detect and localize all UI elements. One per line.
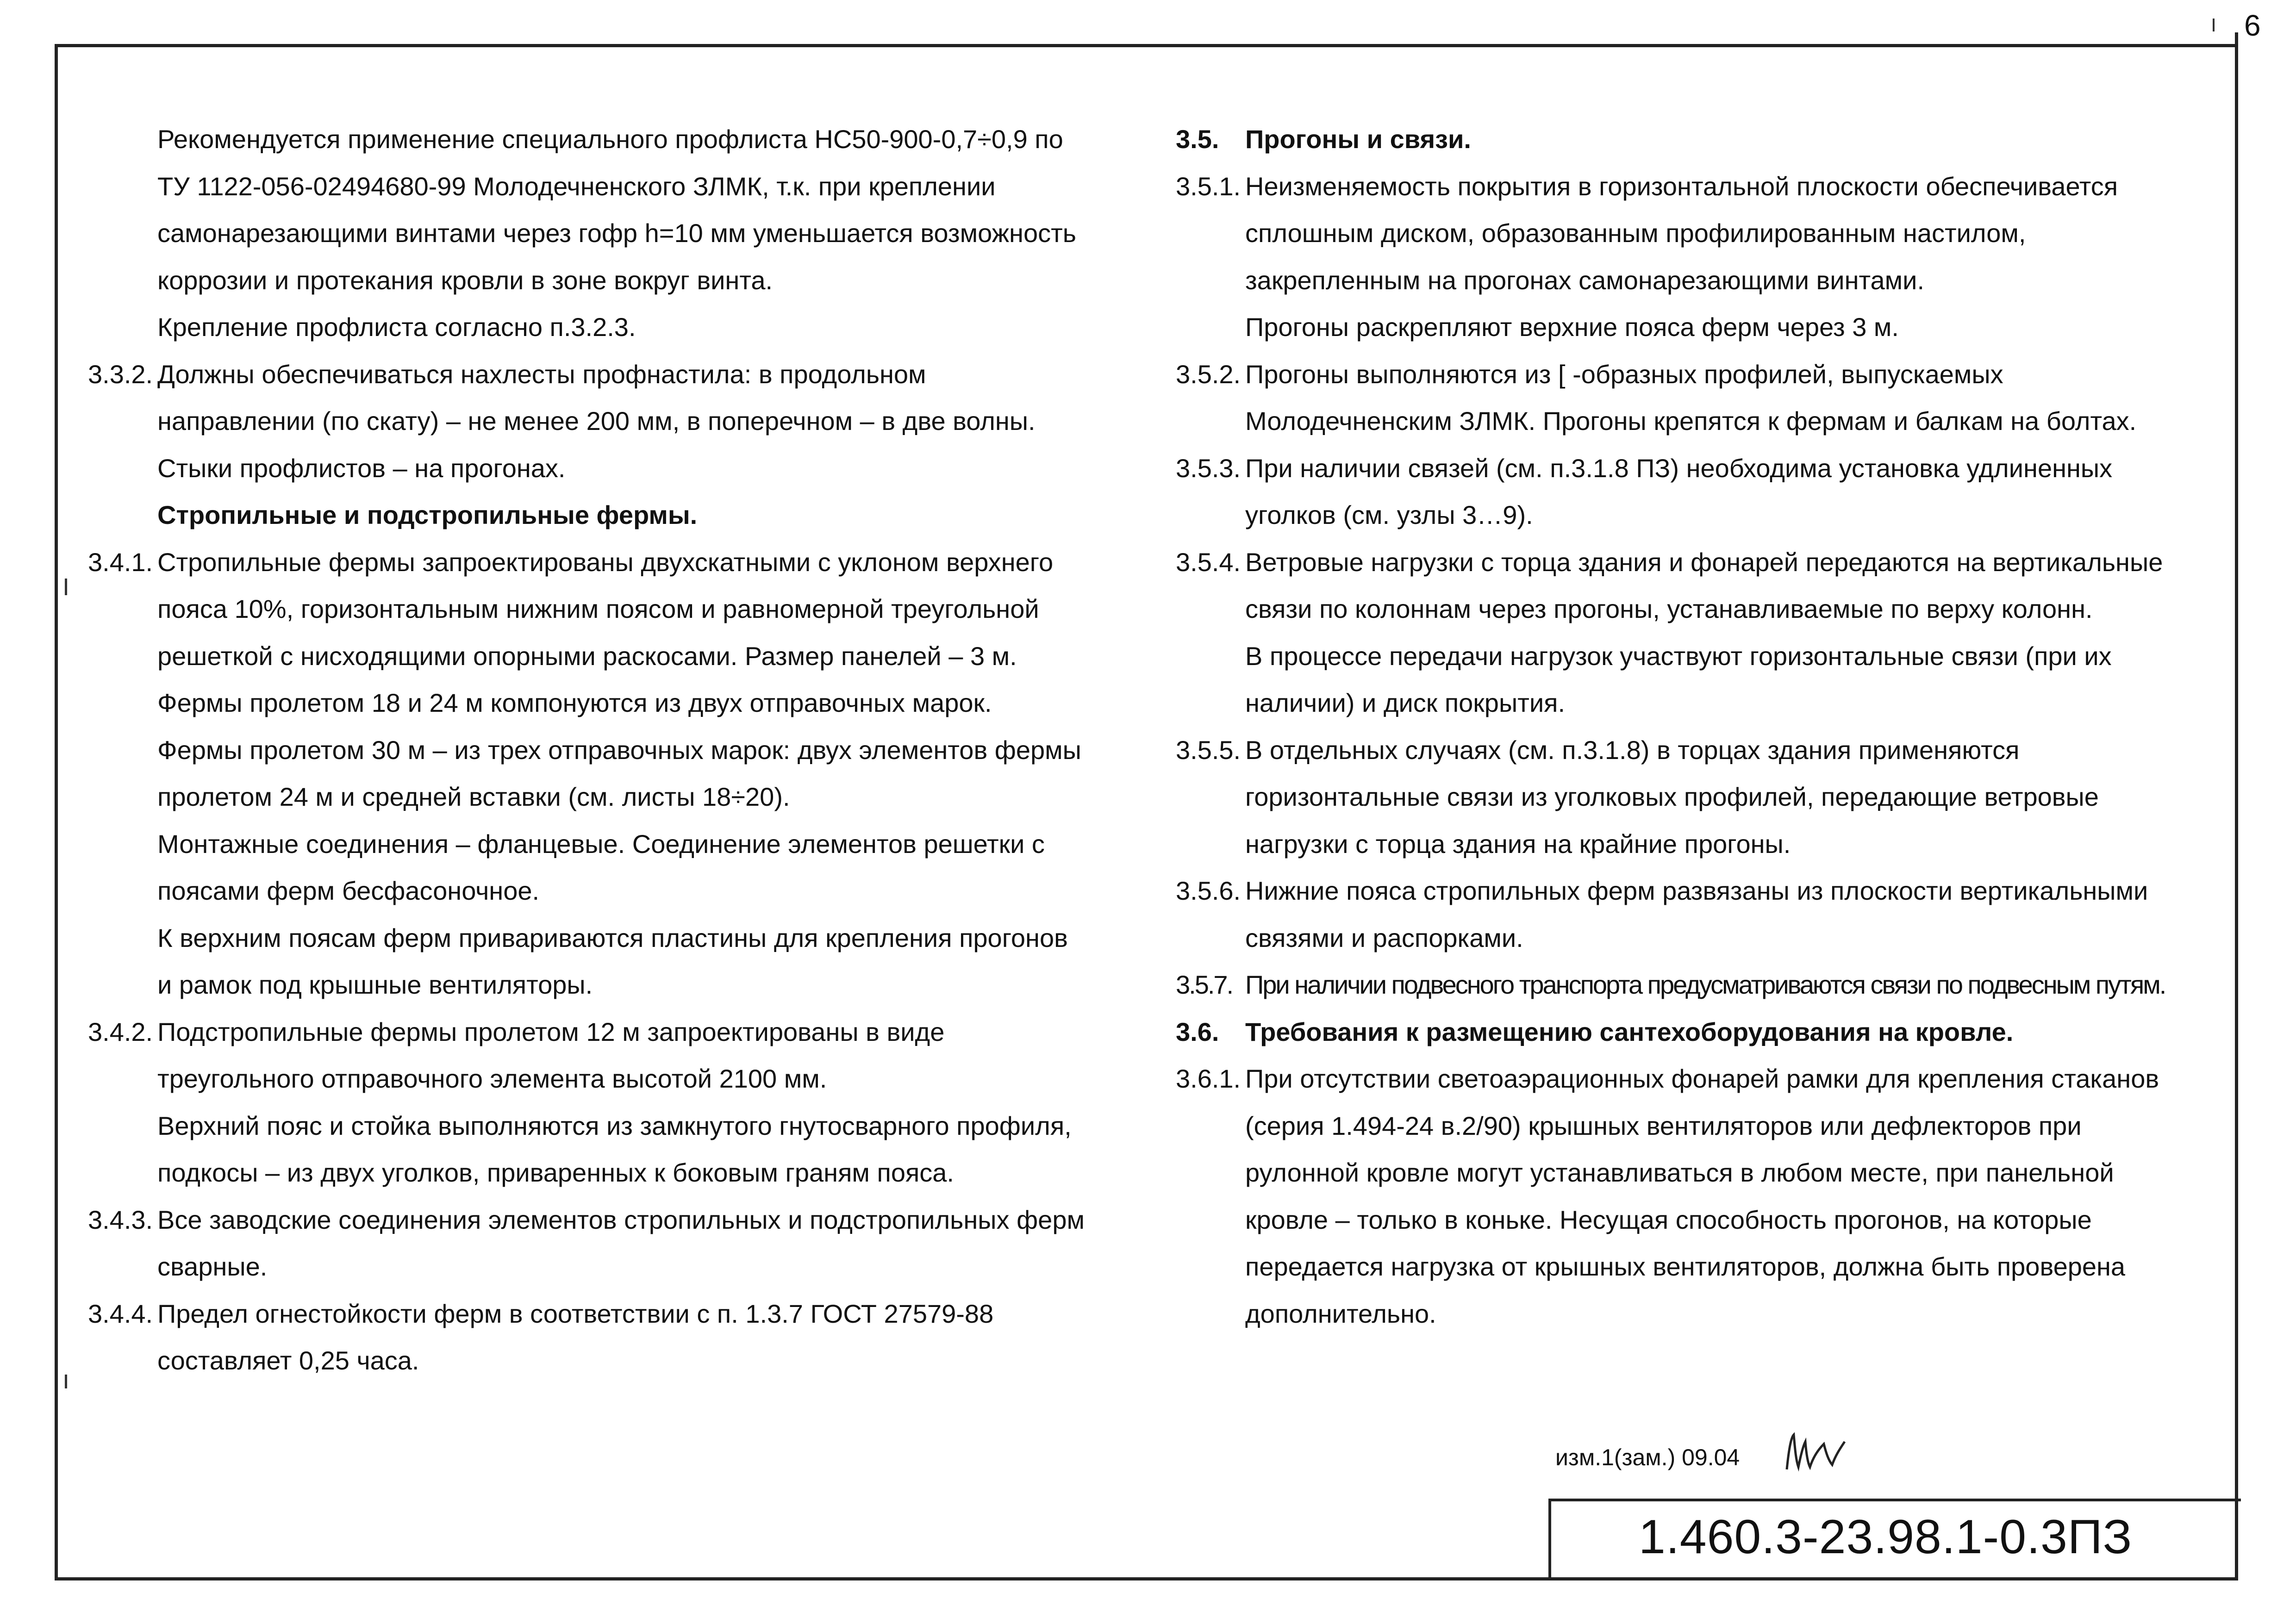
item-continuation: Верхний пояс и стойка выполняются из замкнутого гнутосварного профиля,	[157, 1111, 1072, 1140]
paragraph-line: ТУ 1122-056-02494680-99 Молодечненского ЗЛМК, т.к. при креплении	[157, 171, 996, 201]
item-number: 3.5.6.	[1176, 876, 1241, 905]
item-continuation: горизонтальные связи из уголковых профилей, передающие ветровые	[1245, 782, 2099, 811]
item-number: 3.5.2.	[1176, 359, 1241, 389]
item-continuation: дополнительно.	[1245, 1299, 1436, 1328]
numbered-item	[1176, 961, 2227, 1008]
item-continuation: решеткой с нисходящими опорными раскосами. Размер панелей – 3 м.	[157, 641, 1017, 671]
item-continuation: пояса 10%, горизонтальным нижним поясом и равномерной треугольной	[157, 594, 1039, 623]
item-number: 3.5.3.	[1176, 453, 1241, 483]
revision-note: изм.1(зам.) 09.04	[1555, 1444, 1740, 1470]
item-number: 3.5.5.	[1176, 735, 1241, 765]
item-number: 3.5.7.	[1176, 970, 1233, 999]
item-number: 3.5.1.	[1176, 171, 1241, 201]
document-code: 1.460.3-23.98.1-0.3ПЗ	[1639, 1510, 2133, 1564]
signature-icon	[1778, 1428, 1847, 1479]
item-continuation: кровле – только в коньке. Несущая способность прогонов, на которые	[1245, 1205, 2092, 1234]
item-continuation: передается нагрузка от крышных вентиляторов, должна быть проверена	[1245, 1252, 2126, 1281]
item-continuation: сплошным диском, образованным профилированным настилом,	[1245, 218, 2026, 248]
item-continuation: К верхним поясам ферм привариваются пластины для крепления прогонов	[157, 923, 1068, 952]
frame-right	[2235, 32, 2238, 1580]
item-text: Ветровые нагрузки с торца здания и фонарей передаются на вертикальные	[1245, 547, 2163, 577]
left-column	[88, 116, 1148, 1384]
sheet-number: 6	[2244, 9, 2261, 42]
item-continuation: треугольного отправочного элемента высотой 2100 мм.	[157, 1064, 827, 1093]
item-continuation: В процессе передачи нагрузок участвуют горизонтальные связи (при их	[1245, 641, 2112, 671]
numbered-item	[88, 1008, 1148, 1056]
item-continuation: Прогоны раскрепляют верхние пояса ферм через 3 м.	[1245, 312, 1899, 342]
item-number: 3.3.2.	[88, 359, 153, 389]
paragraph-line: Крепление профлиста согласно п.3.2.3.	[157, 312, 636, 342]
item-continuation: нагрузки с торца здания на крайние прогоны.	[1245, 829, 1791, 859]
item-text: Нижние пояса стропильных ферм развязаны из плоскости вертикальными	[1245, 876, 2148, 905]
item-number: 3.4.1.	[88, 547, 153, 577]
item-continuation: Стыки профлистов – на прогонах.	[157, 453, 566, 483]
paragraph-line: Рекомендуется применение специального профлиста НС50-900-0,7÷0,9 по	[157, 124, 1063, 154]
item-text: Предел огнестойкости ферм в соответствии с п. 1.3.7 ГОСТ 27579-88	[157, 1299, 994, 1328]
item-text: Подстропильные фермы пролетом 12 м запроектированы в виде	[157, 1017, 945, 1046]
item-text: Стропильные фермы запроектированы двухскатными с уклоном верхнего	[157, 547, 1054, 577]
numbered-item	[1176, 1055, 2227, 1102]
scan-mark	[65, 579, 67, 595]
numbered-item	[1176, 727, 2227, 774]
item-continuation: составляет 0,25 часа.	[157, 1346, 419, 1375]
item-continuation: наличии) и диск покрытия.	[1245, 688, 1566, 717]
numbered-item	[1176, 539, 2227, 586]
item-continuation: связями и распорками.	[1245, 923, 1523, 952]
frame-left	[55, 44, 58, 1580]
section-number: 3.6.	[1176, 1017, 1219, 1046]
item-continuation: уголков (см. узлы 3…9).	[1245, 500, 1533, 529]
item-continuation: пролетом 24 м и средней вставки (см. листы 18÷20).	[157, 782, 790, 811]
item-number: 3.5.4.	[1176, 547, 1241, 577]
numbered-item	[88, 351, 1148, 398]
item-text: При наличии связей (см. п.3.1.8 ПЗ) необходима установка удлиненных	[1245, 453, 2113, 483]
item-continuation: Фермы пролетом 30 м – из трех отправочных марок: двух элементов фермы	[157, 735, 1081, 765]
scan-mark	[2213, 19, 2215, 31]
item-text: Прогоны выполняются из [ -образных профилей, выпускаемых	[1245, 359, 2003, 389]
item-continuation: и рамок под крышные вентиляторы.	[157, 970, 593, 999]
item-continuation: подкосы – из двух уголков, приваренных к боковым граням пояса.	[157, 1158, 954, 1187]
item-number: 3.4.4.	[88, 1299, 153, 1328]
item-number: 3.4.3.	[88, 1205, 153, 1234]
item-continuation: поясами ферм бесфасоночное.	[157, 876, 540, 905]
section-heading	[1176, 116, 2227, 163]
item-continuation: Фермы пролетом 18 и 24 м компонуются из двух отправочных марок.	[157, 688, 992, 717]
section-title: Требования к размещению сантехоборудования на кровле.	[1245, 1017, 2014, 1046]
item-text: Неизменяемость покрытия в горизонтальной плоскости обеспечивается	[1245, 171, 2118, 201]
item-continuation: Молодечненским ЗЛМК. Прогоны крепятся к фермам и балкам на болтах.	[1245, 406, 2137, 436]
item-continuation: сварные.	[157, 1252, 268, 1281]
item-continuation: закрепленным на прогонах самонарезающими винтами.	[1245, 265, 1925, 295]
item-continuation: связи по колоннам через прогоны, устанавливаемые по верху колонн.	[1245, 594, 2093, 623]
paragraph-line: коррозии и протекания кровли в зоне вокруг винта.	[157, 265, 773, 295]
numbered-item	[88, 1290, 1148, 1338]
item-text: В отдельных случаях (см. п.3.1.8) в торцах здания применяются	[1245, 735, 2020, 765]
numbered-item	[1176, 163, 2227, 210]
right-column	[1176, 116, 2227, 1337]
scan-mark	[65, 1375, 67, 1388]
item-text: Должны обеспечиваться нахлесты профнастила: в продольном	[157, 359, 926, 389]
subsection-heading: Стропильные и подстропильные фермы.	[157, 500, 698, 529]
numbered-item	[88, 1196, 1148, 1244]
item-number: 3.6.1.	[1176, 1064, 1241, 1093]
frame-top	[55, 44, 2238, 47]
item-continuation: рулонной кровле могут устанавливаться в любом месте, при панельной	[1245, 1158, 2114, 1187]
numbered-item	[1176, 351, 2227, 398]
item-continuation: направлении (по скату) – не менее 200 мм, в поперечном – в две волны.	[157, 406, 1036, 436]
numbered-item	[1176, 445, 2227, 492]
item-text: При отсутствии светоаэрационных фонарей рамки для крепления стаканов	[1245, 1064, 2159, 1093]
item-text: Все заводские соединения элементов стропильных и подстропильных ферм	[157, 1205, 1085, 1234]
section-number: 3.5.	[1176, 124, 1219, 154]
item-continuation: (серия 1.494-24 в.2/90) крышных вентиляторов или дефлекторов при	[1245, 1111, 2082, 1140]
numbered-item	[1176, 867, 2227, 915]
paragraph-line: самонарезающими винтами через гофр h=10 мм уменьшается возможность	[157, 218, 1076, 248]
item-text: При наличии подвесного транспорта предусматриваются связи по подвесным путям.	[1245, 970, 2165, 999]
section-heading	[1176, 1008, 2227, 1056]
item-number: 3.4.2.	[88, 1017, 153, 1046]
section-title: Прогоны и связи.	[1245, 124, 1471, 154]
numbered-item	[88, 539, 1148, 586]
item-continuation: Монтажные соединения – фланцевые. Соединение элементов решетки с	[157, 829, 1045, 859]
